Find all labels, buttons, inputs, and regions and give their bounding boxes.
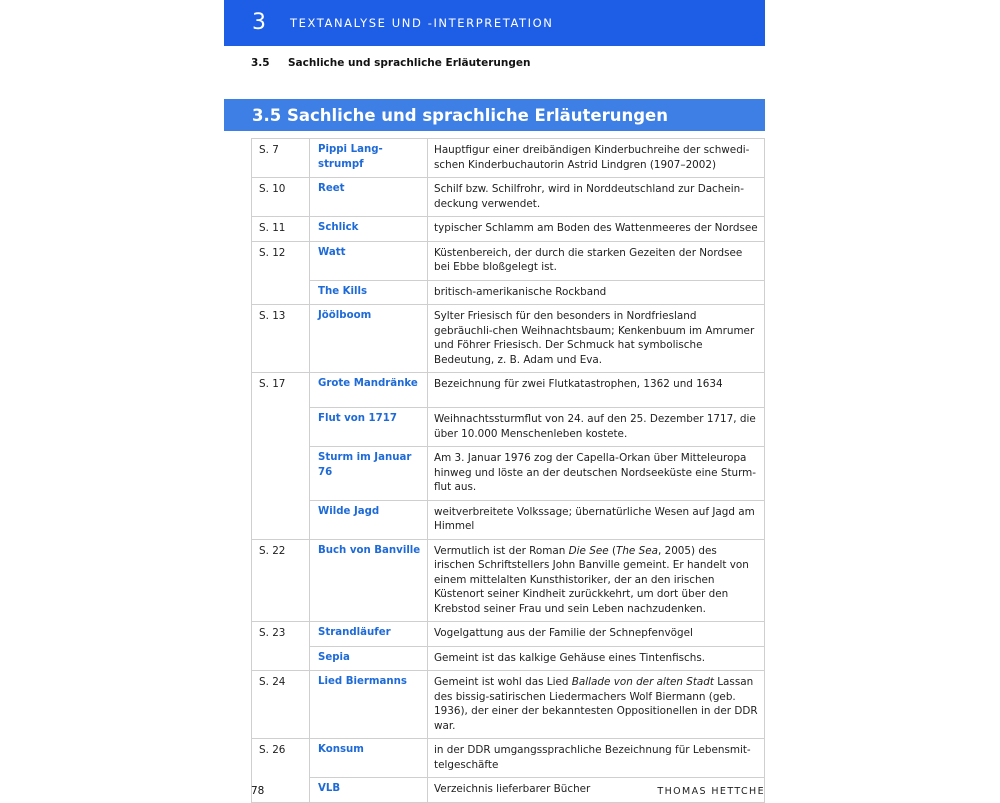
explanation: in der DDR umgangssprachliche Bezeichnung für Lebensmit-telgeschäfte bbox=[428, 739, 765, 778]
explanation: Gemeint ist das kalkige Gehäuse eines Tintenfischs. bbox=[428, 646, 765, 671]
table-row bbox=[252, 139, 765, 178]
table-row bbox=[252, 447, 765, 501]
table-row bbox=[252, 241, 765, 280]
page-ref bbox=[252, 408, 310, 447]
page-ref: S. 23 bbox=[252, 622, 310, 647]
explanation-text: Lassan des bissig-satirischen Liedermachers Wolf Biermann (geb. 1936), der einer der bekanntesten Oppositionellen in der DDR war. bbox=[434, 676, 758, 732]
explanation: Vogelgattung aus der Familie der Schnepfenvögel bbox=[428, 622, 765, 647]
page-ref: S. 13 bbox=[252, 305, 310, 373]
term: VLB bbox=[310, 778, 428, 803]
explanation: Küstenbereich, der durch die starken Gezeiten der Nordsee bei Ebbe bloßgelegt ist. bbox=[428, 241, 765, 280]
table-row bbox=[252, 178, 765, 217]
explanation-text: Gemeint ist wohl das Lied bbox=[434, 676, 572, 688]
section-banner bbox=[224, 99, 765, 131]
table-row bbox=[252, 408, 765, 447]
table-row bbox=[252, 500, 765, 539]
page-ref bbox=[252, 280, 310, 305]
page-ref: S. 12 bbox=[252, 241, 310, 280]
section-banner-title: 3.5 Sachliche und sprachliche Erläuterungen bbox=[252, 105, 668, 125]
page-ref: S. 7 bbox=[252, 139, 310, 178]
term: Reet bbox=[310, 178, 428, 217]
page-ref: S. 17 bbox=[252, 373, 310, 408]
section-number: 3.5 bbox=[251, 57, 270, 69]
term: Jöölboom bbox=[310, 305, 428, 373]
explanation-text: ( bbox=[608, 544, 616, 557]
table-row bbox=[252, 539, 765, 622]
term: Lied Biermanns bbox=[310, 671, 428, 739]
table-row bbox=[252, 739, 765, 778]
term: Buch von Banville bbox=[310, 539, 428, 622]
page-ref: S. 10 bbox=[252, 178, 310, 217]
term: Grote Mandränke bbox=[310, 373, 428, 408]
explanation bbox=[428, 671, 765, 739]
explanation: typischer Schlamm am Boden des Wattenmeeres der Nordsee bbox=[428, 217, 765, 242]
explanation bbox=[428, 539, 765, 622]
explanation: weitverbreitete Volkssage; übernatürliche Wesen auf Jagd am Himmel bbox=[428, 500, 765, 539]
term: Pippi Lang-strumpf bbox=[310, 139, 428, 178]
explanation-text: Vermutlich ist der Roman bbox=[434, 544, 569, 557]
term: Watt bbox=[310, 241, 428, 280]
page-ref: S. 24 bbox=[252, 671, 310, 739]
section-title: Sachliche und sprachliche Erläuterungen bbox=[288, 57, 531, 69]
explanation: Verzeichnis lieferbarer Bücher bbox=[428, 778, 765, 803]
footer-author: THOMAS HETTCHE bbox=[657, 786, 765, 797]
explanation: Hauptfigur einer dreibändigen Kinderbuchreihe der schwedi-schen Kinderbuchautorin Astrid Lindgren (1907–2002) bbox=[428, 139, 765, 178]
table-row bbox=[252, 671, 765, 739]
italic-title: Die See bbox=[568, 544, 609, 557]
chapter-title: TEXTANALYSE UND -INTERPRETATION bbox=[290, 16, 554, 30]
explanation: britisch-amerikanische Rockband bbox=[428, 280, 765, 305]
term: Flut von 1717 bbox=[310, 408, 428, 447]
page-ref: S. 22 bbox=[252, 539, 310, 622]
page-ref bbox=[252, 646, 310, 671]
explanation: Weihnachtssturmflut von 24. auf den 25. Dezember 1717, die über 10.000 Menschenleben kostete. bbox=[428, 408, 765, 447]
table-row bbox=[252, 622, 765, 647]
term: Sepia bbox=[310, 646, 428, 671]
italic-title: Ballade von der alten Stadt bbox=[571, 676, 714, 688]
page-number: 78 bbox=[251, 785, 265, 797]
table-row bbox=[252, 646, 765, 671]
chapter-number: 3 bbox=[252, 10, 266, 35]
table-row bbox=[252, 373, 765, 408]
page-ref: S. 26 bbox=[252, 739, 310, 778]
term: Sturm im Januar 76 bbox=[310, 447, 428, 501]
chapter-banner bbox=[224, 0, 765, 46]
italic-title: The Sea bbox=[616, 544, 658, 557]
running-section-header bbox=[251, 57, 530, 69]
explanation: Am 3. Januar 1976 zog der Capella-Orkan über Mitteleuropa hinweg und löste an der deutschen Nordseeküste eine Sturm-flut aus. bbox=[428, 447, 765, 501]
table-row bbox=[252, 305, 765, 373]
explanation: Bezeichnung für zwei Flutkatastrophen, 1362 und 1634 bbox=[428, 373, 765, 408]
explanation-text: , 2005) des irischen Schriftstellers John Banville gemeint. Er handelt von einem mittelalten Kunsthistoriker, der an den irischen Küstenort seiner Kindheit zurückkehrt, um dort über den Krebstod seiner Frau und sein Leben nachzudenken. bbox=[434, 544, 749, 615]
term: Wilde Jagd bbox=[310, 500, 428, 539]
table-row bbox=[252, 280, 765, 305]
explanation: Sylter Friesisch für den besonders in Nordfriesland gebräuchli-chen Weihnachtsbaum; Kenkenbuum im Amrumer und Föhrer Friesisch. Der Schmuck hat symbolische Bedeutung, z. B. Adam und Eva. bbox=[428, 305, 765, 373]
page-ref bbox=[252, 500, 310, 539]
term: Schlick bbox=[310, 217, 428, 242]
term: Strandläufer bbox=[310, 622, 428, 647]
page-ref bbox=[252, 447, 310, 501]
term: The Kills bbox=[310, 280, 428, 305]
table-row bbox=[252, 217, 765, 242]
glossary-table bbox=[251, 138, 765, 803]
explanation: Schilf bzw. Schilfrohr, wird in Norddeutschland zur Dachein-deckung verwendet. bbox=[428, 178, 765, 217]
term: Konsum bbox=[310, 739, 428, 778]
page-ref: S. 11 bbox=[252, 217, 310, 242]
